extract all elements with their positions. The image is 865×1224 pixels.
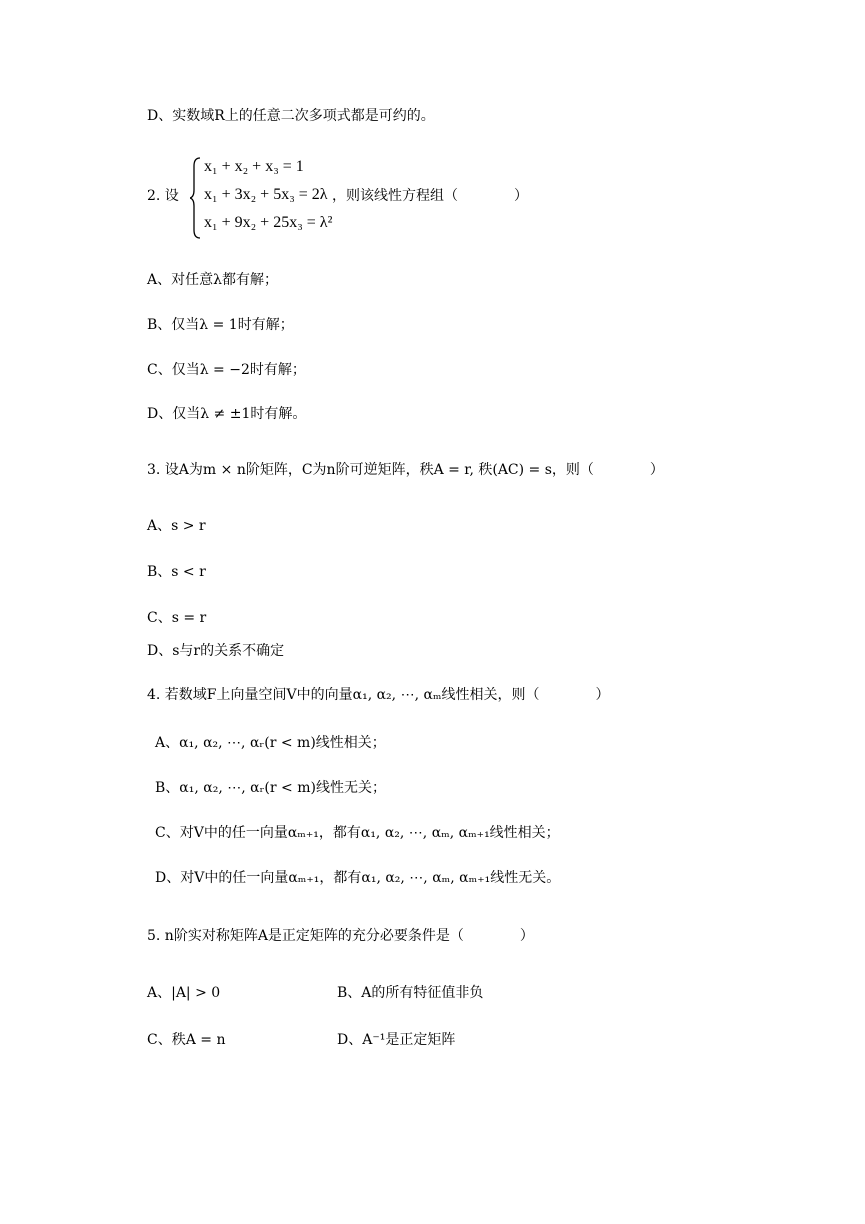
q5-stem: 5. n阶实对称矩阵A是正定矩阵的充分必要条件是（ ）: [147, 928, 534, 944]
equation-2: x₁ + 3x₂ + 5x₃ = 2λ: [204, 186, 328, 203]
q3-option-d: D、s与r的关系不确定: [147, 643, 285, 659]
q4-option-b: B、α₁, α₂, ⋯, αᵣ(r < m)线性无关；: [155, 780, 386, 796]
equation-system: [190, 156, 340, 240]
q2-stem-tail: ，则该线性方程组（ ）: [332, 188, 528, 204]
q2-option-c: C、仅当λ = −2时有解；: [147, 362, 306, 378]
q5-option-a: A、|A| > 0: [147, 985, 221, 1001]
q4-option-c: C、对V中的任一向量αₘ₊₁，都有α₁, α₂, ⋯, αₘ, αₘ₊₁线性相关；: [155, 825, 560, 841]
q5-option-c: C、秩A = n: [147, 1032, 226, 1048]
q3-stem: 3. 设A为m × n阶矩阵，C为n阶可逆矩阵，秩A = r, 秩(AC) = s，则（ ）: [147, 462, 664, 478]
equation-1: x₁ + x₂ + x₃ = 1: [204, 158, 304, 175]
q2-option-d: D、仅当λ ≠ ±1时有解。: [147, 406, 307, 422]
q3-option-a: A、s > r: [147, 518, 206, 534]
equation-3: x₁ + 9x₂ + 25x₃ = λ²: [204, 214, 333, 231]
q5-option-b: B、A的所有特征值非负: [337, 985, 484, 1001]
q4-option-d: D、对V中的任一向量αₘ₊₁，都有α₁, α₂, ⋯, αₘ, αₘ₊₁线性无关。: [155, 870, 561, 886]
q4-option-a: A、α₁, α₂, ⋯, αᵣ(r < m)线性相关；: [155, 735, 386, 751]
q2-option-a: A、对任意λ都有解；: [147, 272, 278, 288]
q2-option-b: B、仅当λ = 1时有解；: [147, 317, 294, 333]
q2-number: 2. 设: [147, 188, 179, 204]
left-brace: [190, 156, 202, 240]
q4-stem: 4. 若数域F上向量空间V中的向量α₁, α₂, ⋯, αₘ线性相关，则（ ）: [147, 687, 610, 703]
q3-option-c: C、s = r: [147, 610, 207, 626]
q1-option-d: D、实数域R上的任意二次多项式都是可约的。: [147, 108, 435, 124]
q3-option-b: B、s < r: [147, 564, 206, 580]
q5-option-d: D、A⁻¹是正定矩阵: [337, 1032, 456, 1048]
